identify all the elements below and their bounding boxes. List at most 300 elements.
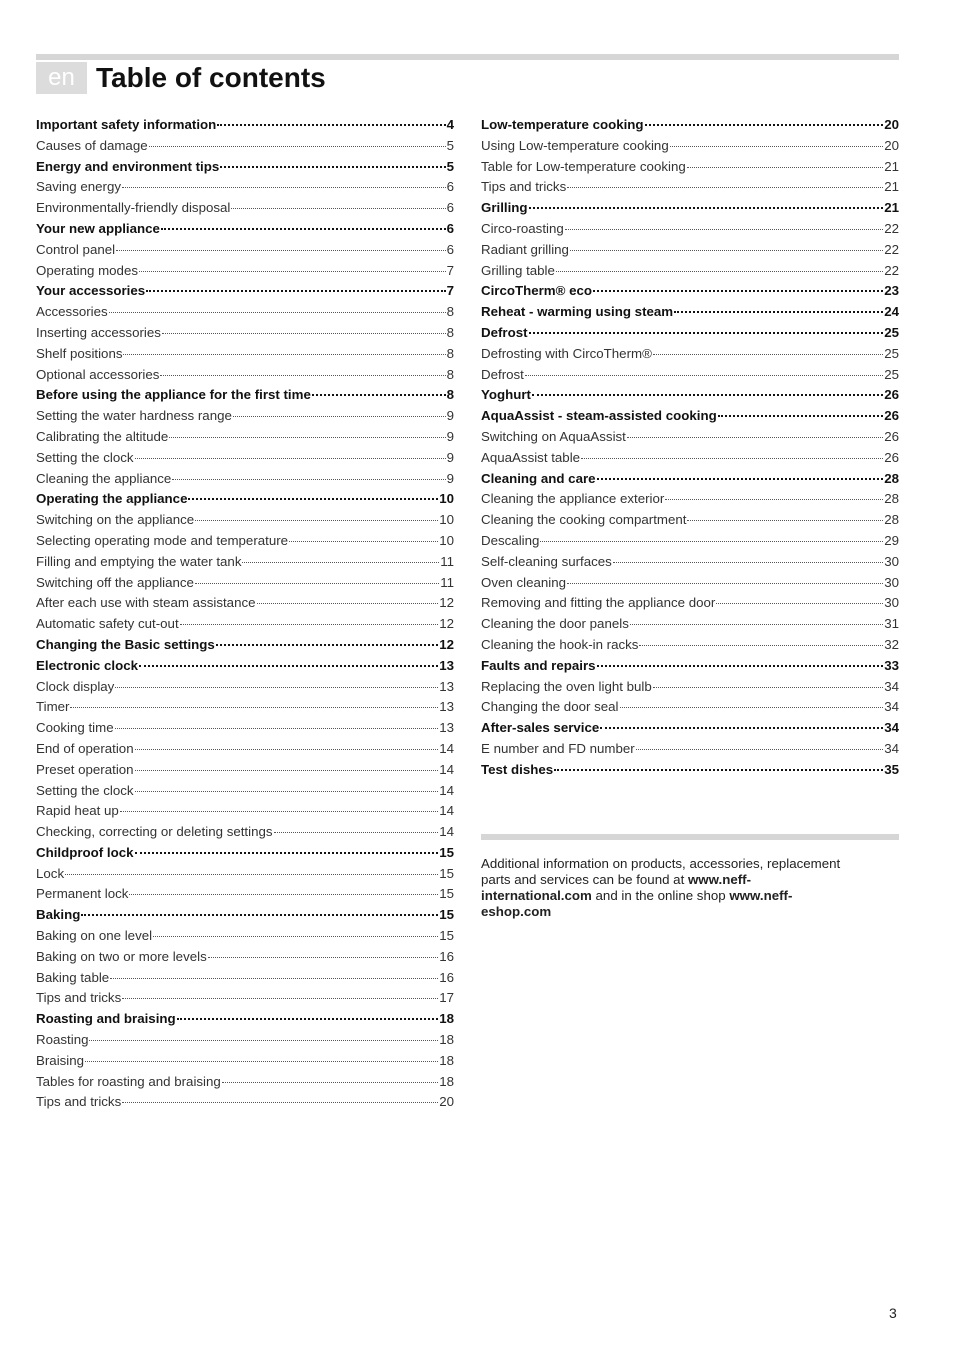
- toc-entry-label: End of operation: [36, 740, 134, 756]
- toc-entry-page: 22: [884, 220, 899, 236]
- dot-leader: [208, 957, 438, 958]
- toc-entry-label: Cleaning the hook-in racks: [481, 636, 639, 652]
- toc-entry-label: Permanent lock: [36, 886, 129, 902]
- dot-leader: [135, 770, 439, 771]
- dot-leader: [139, 271, 446, 272]
- toc-entry-page: 21: [884, 200, 899, 216]
- toc-subsection-entry[interactable]: [36, 614, 454, 635]
- toc-entry-page: 15: [439, 907, 454, 923]
- toc-entry-label: Low-temperature cooking: [481, 117, 644, 132]
- toc-entry-page: 18: [439, 1052, 454, 1068]
- toc-subsection-entry[interactable]: [481, 240, 899, 261]
- toc-entry-label: AquaAssist table: [481, 449, 581, 465]
- toc-subsection-entry[interactable]: [481, 510, 899, 531]
- dot-leader: [653, 354, 883, 355]
- toc-left-column: [36, 115, 454, 1113]
- toc-entry-label: Cleaning and care: [481, 470, 596, 486]
- toc-entry-page: 35: [884, 761, 899, 777]
- toc-subsection-entry[interactable]: [481, 614, 899, 635]
- toc-entry-page: 9: [446, 449, 454, 465]
- toc-subsection-entry[interactable]: [481, 136, 899, 157]
- dot-leader: [627, 437, 883, 438]
- toc-subsection-entry[interactable]: [481, 177, 899, 198]
- toc-section-entry[interactable]: [481, 469, 899, 490]
- toc-entry-page: 18: [439, 1032, 454, 1048]
- toc-entry-page: 8: [446, 304, 454, 320]
- toc-entry-label: Setting the water hardness range: [36, 408, 232, 424]
- toc-entry-page: 4: [446, 117, 454, 132]
- toc-section-entry[interactable]: [481, 718, 899, 739]
- toc-subsection-entry[interactable]: [36, 1092, 454, 1113]
- toc-subsection-entry[interactable]: [481, 697, 899, 718]
- toc-entry-page: 10: [439, 532, 454, 548]
- dot-leader: [613, 562, 883, 563]
- dot-leader: [716, 603, 883, 604]
- page-number: 3: [889, 1305, 897, 1321]
- dot-leader: [597, 665, 884, 667]
- toc-section-entry[interactable]: [36, 219, 454, 240]
- dot-leader: [146, 290, 445, 292]
- toc-section-entry[interactable]: [36, 905, 454, 926]
- toc-section-entry[interactable]: [481, 198, 899, 219]
- toc-entry-label: Defrosting with CircoTherm®: [481, 345, 652, 361]
- dot-leader: [231, 208, 445, 209]
- dot-leader: [220, 166, 445, 168]
- toc-entry-page: 26: [884, 449, 899, 465]
- toc-subsection-entry[interactable]: [36, 365, 454, 386]
- toc-subsection-entry[interactable]: [481, 573, 899, 594]
- dot-leader: [65, 874, 438, 875]
- toc-entry-label: Checking, correcting or deleting settings: [36, 824, 273, 840]
- dot-leader: [195, 583, 439, 584]
- toc-entry-label: Accessories: [36, 304, 108, 320]
- dot-leader: [670, 146, 883, 147]
- dot-leader: [570, 250, 883, 251]
- toc-entry-label: Braising: [36, 1052, 85, 1068]
- toc-entry-label: Cleaning the door panels: [481, 616, 629, 632]
- toc-subsection-entry[interactable]: [481, 157, 899, 178]
- toc-entry-page: 11: [440, 574, 454, 590]
- dot-leader: [529, 207, 884, 209]
- toc-subsection-entry[interactable]: [36, 531, 454, 552]
- dot-leader: [593, 290, 883, 292]
- toc-section-entry[interactable]: [481, 323, 899, 344]
- toc-entry-label: Circo-roasting: [481, 220, 564, 236]
- toc-subsection-entry[interactable]: [36, 1072, 454, 1093]
- toc-entry-label: Switching on AquaAssist: [481, 428, 626, 444]
- toc-subsection-entry[interactable]: [36, 988, 454, 1009]
- toc-entry-page: 14: [439, 740, 454, 756]
- toc-right-column: [481, 115, 899, 781]
- toc-section-entry[interactable]: [481, 385, 899, 406]
- dot-leader: [645, 124, 884, 126]
- toc-entry-label: CircoTherm® eco: [481, 283, 593, 299]
- toc-entry-page: 13: [439, 678, 454, 694]
- toc-entry-label: Cooking time: [36, 720, 114, 736]
- toc-entry-label: Before using the appliance for the first time: [36, 387, 311, 403]
- toc-entry-page: 34: [884, 720, 899, 736]
- toc-entry-label: Rapid heat up: [36, 803, 119, 819]
- dot-leader: [109, 312, 446, 313]
- dot-leader: [139, 665, 438, 667]
- toc-entry-label: After each use with steam assistance: [36, 595, 256, 611]
- dot-leader: [122, 1102, 438, 1103]
- toc-entry-label: Your accessories: [36, 283, 146, 299]
- toc-subsection-entry[interactable]: [36, 427, 454, 448]
- toc-subsection-entry[interactable]: [36, 406, 454, 427]
- toc-entry-page: 20: [884, 117, 899, 132]
- toc-entry-label: Control panel: [36, 241, 116, 257]
- toc-section-entry[interactable]: [36, 635, 454, 656]
- toc-subsection-entry[interactable]: [36, 760, 454, 781]
- toc-entry-label: AquaAssist - steam-assisted cooking: [481, 408, 717, 424]
- dot-leader: [653, 687, 883, 688]
- toc-subsection-entry[interactable]: [36, 739, 454, 760]
- dot-leader: [217, 124, 445, 126]
- toc-entry-page: 6: [446, 220, 454, 236]
- toc-entry-label: Your new appliance: [36, 220, 160, 236]
- toc-entry-page: 5: [446, 137, 454, 153]
- dot-leader: [529, 332, 884, 334]
- toc-section-entry[interactable]: [481, 281, 899, 302]
- toc-subsection-entry[interactable]: [481, 593, 899, 614]
- additional-info-note: [481, 856, 899, 920]
- toc-subsection-entry[interactable]: [481, 635, 899, 656]
- dot-leader: [123, 354, 445, 355]
- dot-leader: [122, 998, 438, 999]
- toc-entry-page: 33: [884, 657, 899, 673]
- dot-leader: [665, 499, 883, 500]
- toc-entry-page: 12: [439, 595, 454, 611]
- toc-entry-label: Yoghurt: [481, 387, 531, 403]
- toc-entry-page: 24: [884, 304, 899, 320]
- toc-entry-label: Cleaning the appliance: [36, 470, 172, 486]
- toc-entry-page: 5: [446, 158, 454, 174]
- toc-entry-page: 23: [884, 283, 899, 299]
- toc-entry-page: 10: [439, 491, 454, 507]
- toc-entry-page: 14: [439, 761, 454, 777]
- dot-leader: [129, 894, 438, 895]
- toc-subsection-entry[interactable]: [36, 302, 454, 323]
- toc-subsection-entry[interactable]: [36, 323, 454, 344]
- toc-entry-label: Optional accessories: [36, 366, 160, 382]
- toc-subsection-entry[interactable]: [36, 884, 454, 905]
- toc-subsection-entry[interactable]: [36, 177, 454, 198]
- toc-entry-page: 14: [439, 824, 454, 840]
- toc-subsection-entry[interactable]: [36, 552, 454, 573]
- toc-entry-page: 34: [884, 699, 899, 715]
- toc-entry-page: 7: [446, 262, 454, 278]
- page-title: Table of contents: [96, 62, 326, 93]
- toc-entry-page: 12: [439, 616, 454, 632]
- toc-entry-page: 12: [439, 636, 454, 652]
- dot-leader: [597, 478, 884, 480]
- toc-entry-page: 26: [884, 408, 899, 424]
- dot-leader: [554, 769, 883, 771]
- dot-leader: [636, 749, 883, 750]
- toc-entry-page: 10: [439, 512, 454, 528]
- dot-leader: [116, 250, 446, 251]
- toc-entry-label: Timer: [36, 699, 70, 715]
- toc-subsection-entry[interactable]: [36, 947, 454, 968]
- link-neff-international-part1[interactable]: www.neff-: [687, 872, 751, 887]
- toc-section-entry[interactable]: [36, 157, 454, 178]
- toc-entry-label: Changing the door seal: [481, 699, 619, 715]
- toc-subsection-entry[interactable]: [481, 344, 899, 365]
- toc-subsection-entry[interactable]: [36, 718, 454, 739]
- toc-entry-label: Operating modes: [36, 262, 138, 278]
- toc-entry-page: 7: [446, 283, 454, 299]
- toc-entry-page: 28: [884, 470, 899, 486]
- dot-leader: [222, 1082, 438, 1083]
- toc-entry-label: Grilling table: [481, 262, 555, 278]
- toc-entry-label: Setting the clock: [36, 782, 134, 798]
- toc-subsection-entry[interactable]: [36, 510, 454, 531]
- link-neff-international-part2[interactable]: international.com: [481, 888, 592, 903]
- dot-leader: [525, 375, 883, 376]
- dot-leader: [289, 541, 438, 542]
- dot-leader: [81, 914, 438, 916]
- toc-subsection-entry[interactable]: [36, 926, 454, 947]
- toc-entry-label: Baking table: [36, 969, 110, 985]
- toc-entry-page: 9: [446, 470, 454, 486]
- toc-subsection-entry[interactable]: [36, 968, 454, 989]
- toc-entry-page: 34: [884, 678, 899, 694]
- toc-entry-label: Defrost: [481, 324, 528, 340]
- dot-leader: [188, 498, 438, 500]
- toc-section-entry[interactable]: [36, 1009, 454, 1030]
- toc-entry-label: Tables for roasting and braising: [36, 1073, 221, 1089]
- dot-leader: [110, 978, 438, 979]
- dot-leader: [135, 458, 446, 459]
- toc-entry-page: 30: [884, 574, 899, 590]
- dot-leader: [567, 187, 883, 188]
- toc-entry-label: Switching off the appliance: [36, 574, 194, 590]
- toc-entry-page: 16: [439, 969, 454, 985]
- toc-subsection-entry[interactable]: [481, 427, 899, 448]
- toc-entry-page: 15: [439, 928, 454, 944]
- toc-entry-page: 14: [439, 803, 454, 819]
- toc-entry-label: Radiant grilling: [481, 241, 569, 257]
- toc-entry-label: Defrost: [481, 366, 524, 382]
- toc-subsection-entry[interactable]: [36, 469, 454, 490]
- toc-section-entry[interactable]: [481, 760, 899, 781]
- dot-leader: [180, 624, 439, 625]
- toc-subsection-entry[interactable]: [36, 822, 454, 843]
- dot-leader: [600, 727, 883, 729]
- toc-entry-label: Switching on the appliance: [36, 512, 195, 528]
- toc-subsection-entry[interactable]: [36, 261, 454, 282]
- dot-leader: [89, 1040, 438, 1041]
- toc-subsection-entry[interactable]: [36, 136, 454, 157]
- link-neff-eshop-part2[interactable]: eshop.com: [481, 904, 552, 919]
- toc-subsection-entry[interactable]: [36, 344, 454, 365]
- toc-entry-page: 18: [439, 1073, 454, 1089]
- toc-entry-page: 6: [446, 200, 454, 216]
- toc-entry-label: Tips and tricks: [36, 1094, 122, 1110]
- toc-subsection-entry[interactable]: [481, 739, 899, 760]
- toc-entry-label: Baking: [36, 907, 81, 923]
- toc-entry-page: 28: [884, 512, 899, 528]
- toc-subsection-entry[interactable]: [36, 801, 454, 822]
- note-line1: Additional information on products, accessories, replacement: [481, 856, 841, 871]
- toc-entry-page: 15: [439, 865, 454, 881]
- dot-leader: [115, 687, 438, 688]
- toc-subsection-entry[interactable]: [481, 531, 899, 552]
- toc-entry-page: 22: [884, 262, 899, 278]
- dot-leader: [274, 832, 439, 833]
- toc-entry-label: Tips and tricks: [36, 990, 122, 1006]
- note-separator: [481, 834, 899, 840]
- toc-subsection-entry[interactable]: [36, 1030, 454, 1051]
- toc-section-entry[interactable]: [481, 302, 899, 323]
- toc-entry-page: 8: [446, 324, 454, 340]
- toc-entry-label: Self-cleaning surfaces: [481, 553, 612, 569]
- dot-leader: [257, 603, 439, 604]
- toc-entry-page: 16: [439, 948, 454, 964]
- toc-subsection-entry[interactable]: [481, 219, 899, 240]
- dot-leader: [160, 375, 445, 376]
- dot-leader: [674, 311, 883, 313]
- toc-subsection-entry[interactable]: [36, 864, 454, 885]
- toc-entry-label: Calibrating the altitude: [36, 428, 169, 444]
- toc-entry-label: Preset operation: [36, 761, 134, 777]
- toc-entry-label: Shelf positions: [36, 345, 123, 361]
- toc-entry-label: Roasting: [36, 1032, 89, 1048]
- toc-entry-label: Grilling: [481, 200, 528, 216]
- toc-section-entry[interactable]: [481, 406, 899, 427]
- toc-entry-label: Test dishes: [481, 761, 554, 777]
- toc-entry-page: 13: [439, 720, 454, 736]
- toc-entry-page: 9: [446, 428, 454, 444]
- dot-leader: [233, 416, 446, 417]
- toc-entry-label: Removing and fitting the appliance door: [481, 595, 716, 611]
- toc-entry-label: Automatic safety cut-out: [36, 616, 179, 632]
- toc-section-entry[interactable]: [36, 115, 454, 136]
- dot-leader: [195, 520, 438, 521]
- toc-subsection-entry[interactable]: [36, 593, 454, 614]
- dot-leader: [687, 167, 883, 168]
- dot-leader: [630, 624, 883, 625]
- dot-leader: [172, 479, 445, 480]
- dot-leader: [556, 271, 883, 272]
- dot-leader: [312, 394, 446, 396]
- dot-leader: [687, 520, 883, 521]
- toc-entry-page: 6: [446, 241, 454, 257]
- toc-subsection-entry[interactable]: [36, 697, 454, 718]
- dot-leader: [639, 645, 883, 646]
- toc-entry-label: Filling and emptying the water tank: [36, 553, 242, 569]
- toc-entry-page: 25: [884, 366, 899, 382]
- dot-leader: [135, 749, 439, 750]
- toc-entry-page: 8: [446, 366, 454, 382]
- dot-leader: [620, 707, 884, 708]
- toc-entry-label: Cleaning the appliance exterior: [481, 491, 665, 507]
- toc-entry-label: Roasting and braising: [36, 1011, 176, 1027]
- toc-subsection-entry[interactable]: [36, 573, 454, 594]
- toc-subsection-entry[interactable]: [36, 198, 454, 219]
- dot-leader: [115, 728, 439, 729]
- dot-leader: [567, 583, 883, 584]
- toc-subsection-entry[interactable]: [36, 1051, 454, 1072]
- toc-entry-page: 20: [884, 137, 899, 153]
- dot-leader: [85, 1061, 438, 1062]
- toc-entry-page: 6: [446, 179, 454, 195]
- toc-entry-label: Clock display: [36, 678, 115, 694]
- toc-entry-label: Electronic clock: [36, 657, 138, 673]
- toc-subsection-entry[interactable]: [36, 781, 454, 802]
- toc-entry-page: 14: [439, 782, 454, 798]
- toc-section-entry[interactable]: [481, 115, 899, 136]
- toc-entry-page: 11: [440, 553, 454, 569]
- toc-entry-label: Reheat - warming using steam: [481, 304, 674, 320]
- dot-leader: [120, 811, 438, 812]
- dot-leader: [177, 1018, 439, 1020]
- toc-subsection-entry[interactable]: [481, 552, 899, 573]
- dot-leader: [70, 707, 438, 708]
- dot-leader: [161, 228, 446, 230]
- toc-entry-page: 20: [439, 1094, 454, 1110]
- toc-entry-page: 31: [884, 616, 899, 632]
- link-neff-eshop-part1[interactable]: www.neff-: [729, 888, 793, 903]
- toc-entry-label: Causes of damage: [36, 137, 148, 153]
- dot-leader: [162, 333, 446, 334]
- toc-entry-page: 32: [884, 636, 899, 652]
- toc-entry-page: 28: [884, 491, 899, 507]
- toc-section-entry[interactable]: [36, 385, 454, 406]
- toc-subsection-entry[interactable]: [36, 677, 454, 698]
- dot-leader: [242, 562, 439, 563]
- toc-entry-page: 8: [446, 345, 454, 361]
- dot-leader: [153, 936, 438, 937]
- toc-subsection-entry[interactable]: [481, 489, 899, 510]
- toc-entry-page: 13: [439, 699, 454, 715]
- toc-entry-label: Faults and repairs: [481, 657, 596, 673]
- toc-entry-label: Selecting operating mode and temperature: [36, 532, 289, 548]
- dot-leader: [718, 415, 883, 417]
- dot-leader: [169, 437, 445, 438]
- toc-subsection-entry[interactable]: [481, 261, 899, 282]
- toc-entry-label: Setting the clock: [36, 449, 134, 465]
- toc-entry-page: 25: [884, 324, 899, 340]
- toc-subsection-entry[interactable]: [36, 240, 454, 261]
- toc-subsection-entry[interactable]: [481, 448, 899, 469]
- toc-entry-label: Cleaning the cooking compartment: [481, 512, 687, 528]
- note-line2: parts and services can be found at: [481, 872, 688, 887]
- language-badge: en: [36, 62, 87, 94]
- toc-entry-page: 26: [884, 428, 899, 444]
- toc-entry-label: Baking on two or more levels: [36, 948, 207, 964]
- toc-subsection-entry[interactable]: [36, 448, 454, 469]
- toc-section-entry[interactable]: [36, 489, 454, 510]
- toc-subsection-entry[interactable]: [481, 365, 899, 386]
- toc-entry-label: Descaling: [481, 532, 540, 548]
- toc-section-entry[interactable]: [36, 843, 454, 864]
- dot-leader: [135, 791, 439, 792]
- toc-entry-page: 8: [446, 387, 454, 403]
- toc-subsection-entry[interactable]: [481, 677, 899, 698]
- toc-section-entry[interactable]: [36, 281, 454, 302]
- toc-section-entry[interactable]: [36, 656, 454, 677]
- toc-entry-label: Environmentally-friendly disposal: [36, 200, 231, 216]
- dot-leader: [149, 146, 446, 147]
- toc-entry-page: 29: [884, 532, 899, 548]
- toc-entry-label: Table for Low-temperature cooking: [481, 158, 686, 174]
- dot-leader: [532, 394, 883, 396]
- toc-entry-label: Saving energy: [36, 179, 122, 195]
- toc-entry-page: 26: [884, 387, 899, 403]
- toc-section-entry[interactable]: [481, 656, 899, 677]
